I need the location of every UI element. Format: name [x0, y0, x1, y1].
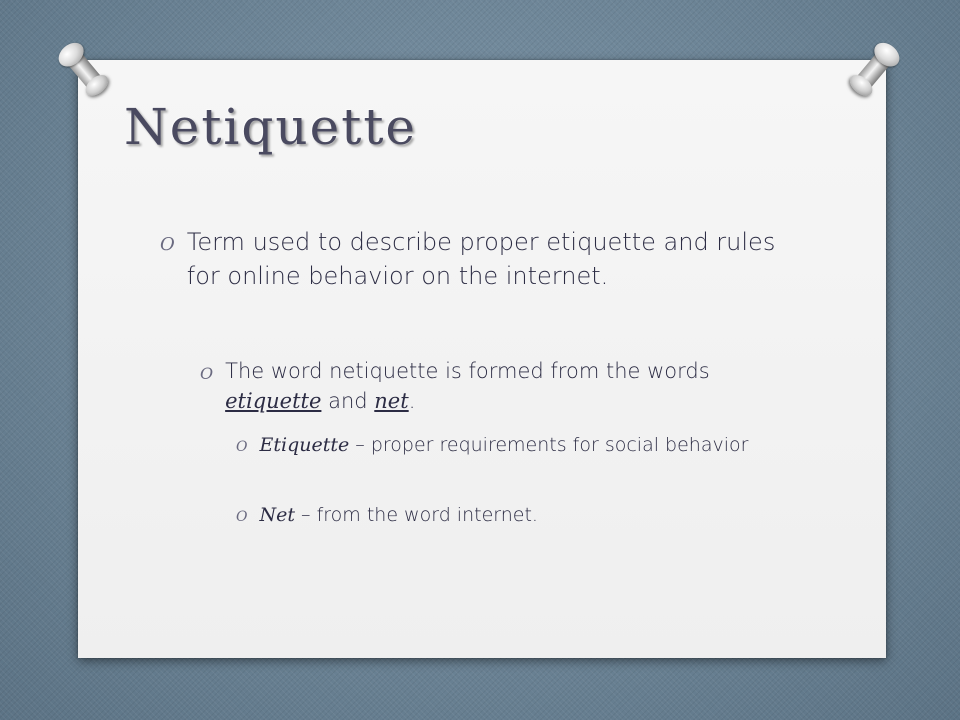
bullet-text	[259, 432, 748, 459]
bullet-icon: O	[200, 364, 214, 383]
term-net-italic: Net	[259, 504, 295, 526]
bullet-level1	[160, 225, 800, 293]
bullet-icon: O	[236, 509, 248, 525]
bullet-level2	[200, 356, 760, 416]
bullet-text-prefix: The word netiquette is formed from the words	[225, 359, 710, 383]
bullet-text	[225, 356, 760, 416]
term-etiquette: etiquette	[225, 389, 322, 413]
bullet-text: Term used to describe proper etiquette and rules for online behavior on the internet.	[186, 228, 776, 290]
term-etiquette-italic: Etiquette	[259, 434, 350, 456]
bullet-text	[259, 502, 537, 529]
definition-text: – from the word internet.	[295, 504, 538, 526]
term-net: net	[374, 389, 409, 413]
bullet-text-suffix: .	[408, 389, 416, 413]
bullet-icon: O	[160, 234, 175, 255]
slide-title: Netiquette	[124, 98, 417, 156]
bullet-icon: O	[236, 439, 248, 455]
bullet-level3-net	[236, 502, 776, 529]
bullet-level3-etiquette	[236, 432, 776, 459]
definition-text: – proper requirements for social behavior	[349, 434, 749, 456]
bullet-text-middle: and	[321, 389, 375, 413]
